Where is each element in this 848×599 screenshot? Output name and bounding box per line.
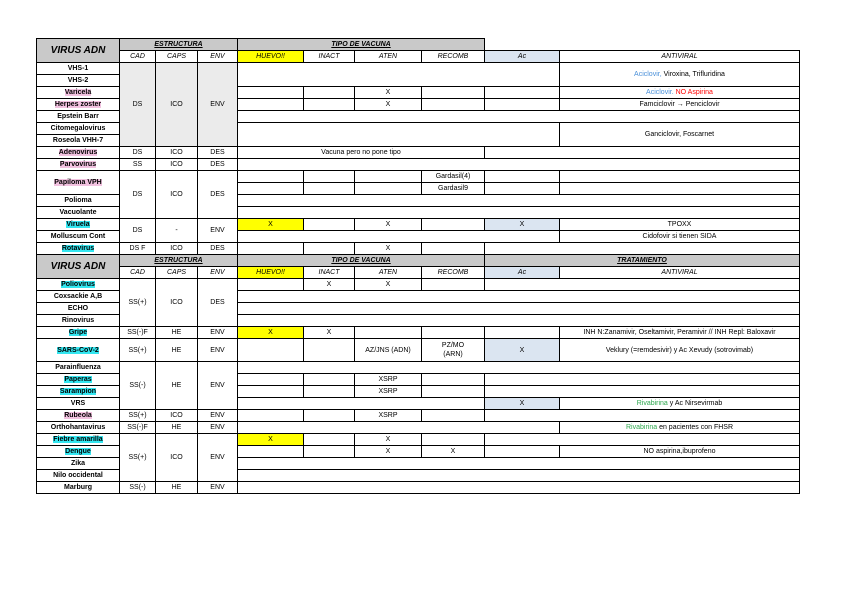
virus-table: [36, 38, 800, 494]
caps-cell: ICO: [156, 171, 198, 219]
virus-name: Orthohantavirus: [37, 422, 120, 434]
cad-cell: SS(-): [120, 482, 156, 494]
empty-cell: [485, 410, 800, 422]
aten-cell: X: [355, 219, 422, 231]
inact-cell: [304, 243, 355, 255]
huevo-cell: [238, 410, 304, 422]
tipo-vacuna-header: TIPO DE VACUNA: [238, 39, 485, 51]
inact-cell: X: [304, 279, 355, 291]
env-cell: DES: [198, 159, 238, 171]
virus-name: Vacuolante: [37, 207, 120, 219]
header-row: [37, 39, 800, 51]
col-ac: Ac: [485, 267, 560, 279]
recomb-cell: Gardasil9: [422, 183, 485, 195]
cad-cell: SS(-)F: [120, 422, 156, 434]
virus-label: Adenovirus: [58, 149, 98, 156]
inact-cell: [304, 374, 355, 386]
empty-cell: [238, 470, 800, 482]
virus-label: Gripe: [68, 329, 88, 336]
estructura-header: ESTRUCTURA: [120, 255, 238, 267]
virus-label: Rubeola: [64, 412, 92, 419]
caps-cell: ICO: [156, 434, 198, 482]
virus-label: Varicela: [64, 89, 92, 96]
huevo-cell: [238, 183, 304, 195]
antiviral-cell: [560, 398, 800, 410]
virus-name: VHS-2: [37, 75, 120, 87]
empty-cell: [485, 243, 800, 255]
aten-cell: XSRP: [355, 386, 422, 398]
table-row: [37, 362, 800, 374]
cad-cell: DS F: [120, 243, 156, 255]
env-cell: DES: [198, 171, 238, 219]
table-row: [37, 339, 800, 362]
empty-cell: [238, 207, 800, 219]
recomb-cell: Gardasil(4): [422, 171, 485, 183]
ac-cell: [485, 87, 560, 99]
recomb-cell: [422, 87, 485, 99]
vaccine-note: Vacuna pero no pone tipo: [238, 147, 485, 159]
virus-label: Fiebre amarilla: [53, 436, 103, 443]
huevo-cell: [238, 171, 304, 183]
recomb-cell: [422, 434, 485, 446]
col-recomb: RECOMB: [422, 51, 485, 63]
huevo-cell: [238, 386, 304, 398]
caps-cell: HE: [156, 362, 198, 410]
recomb-cell: PZ/MO (ARN): [422, 339, 485, 362]
caps-cell: ICO: [156, 159, 198, 171]
huevo-cell: [238, 374, 304, 386]
empty-cell: [485, 434, 800, 446]
vaccine-empty: [238, 231, 560, 243]
antiviral-cell: Cidofovir si tienen SIDA: [560, 231, 800, 243]
env-cell: DES: [198, 279, 238, 327]
antiviral-cell: TPOXX: [560, 219, 800, 231]
col-caps: CAPS: [156, 267, 198, 279]
env-cell: ENV: [198, 434, 238, 482]
virus-name: [37, 87, 120, 99]
empty-cell: [485, 386, 800, 398]
cad-cell: DS: [120, 171, 156, 219]
virus-label: Dengue: [65, 448, 91, 455]
huevo-cell: [238, 446, 304, 458]
caps-cell: HE: [156, 339, 198, 362]
virus-name: [37, 446, 120, 458]
virus-label: Papiloma VPH: [54, 179, 102, 186]
col-antiviral: ANTIVIRAL: [560, 51, 800, 63]
cad-cell: SS(+): [120, 339, 156, 362]
virus-name: Molluscum Cont: [37, 231, 120, 243]
aten-cell: [355, 183, 422, 195]
virus-label: Viruela: [66, 221, 90, 228]
aten-cell: X: [355, 243, 422, 255]
tratamiento-header: TRATAMIENTO: [485, 255, 800, 267]
virus-name: VHS-1: [37, 63, 120, 75]
virus-name: [37, 171, 120, 195]
env-cell: ENV: [198, 422, 238, 434]
virus-name: [37, 219, 120, 231]
inact-cell: [304, 339, 355, 362]
ac-cell: [485, 99, 560, 111]
caps-cell: ICO: [156, 410, 198, 422]
col-inact: INACT: [304, 51, 355, 63]
env-cell: ENV: [198, 410, 238, 422]
col-aten: ATEN: [355, 267, 422, 279]
cad-cell: SS(+): [120, 410, 156, 422]
aten-cell: XSRP: [355, 410, 422, 422]
virus-name: ECHO: [37, 303, 120, 315]
inact-cell: [304, 219, 355, 231]
recomb-cell: [422, 243, 485, 255]
inact-cell: [304, 446, 355, 458]
virus-name: Coxsackie A,B: [37, 291, 120, 303]
huevo-cell: X: [238, 434, 304, 446]
empty-cell: [238, 159, 800, 171]
recomb-cell: [422, 99, 485, 111]
inact-cell: [304, 410, 355, 422]
antiviral-cell: NO aspirina,ibuprofeno: [560, 446, 800, 458]
virus-name: Epstein Barr: [37, 111, 120, 123]
antiviral-warning: NO Aspirina: [673, 89, 713, 96]
empty-cell: [238, 111, 800, 123]
estructura-header: ESTRUCTURA: [120, 39, 238, 51]
ac-cell: X: [485, 219, 560, 231]
virus-label: Rotavirus: [61, 245, 95, 252]
inact-cell: X: [304, 327, 355, 339]
env-cell: ENV: [198, 219, 238, 243]
table-row: [37, 279, 800, 291]
section-title: VIRUS ADN: [37, 255, 120, 279]
recomb-cell: [422, 386, 485, 398]
virus-label: SARS-CoV-2: [57, 346, 99, 354]
ac-cell: X: [485, 339, 560, 362]
vaccine-empty: [238, 123, 560, 147]
virus-name: Marburg: [37, 482, 120, 494]
aten-cell: X: [355, 434, 422, 446]
empty-cell: [485, 147, 800, 159]
table-row: [37, 410, 800, 422]
empty-cell: [238, 291, 800, 303]
antiviral-text: y Ac Nirsevirmab: [667, 400, 723, 407]
cad-cell: SS: [120, 159, 156, 171]
recomb-cell: [422, 219, 485, 231]
virus-label: Herpes zoster: [54, 101, 102, 108]
antiviral-text: en pacientes con FHSR: [657, 424, 733, 431]
recomb-cell: [422, 279, 485, 291]
cad-cell: DS: [120, 147, 156, 159]
antiviral-cell: [560, 171, 800, 183]
col-antiviral: ANTIVIRAL: [560, 267, 800, 279]
subheader-row: [37, 51, 800, 63]
env-cell: ENV: [198, 362, 238, 410]
antiviral-cell: Ganciclovir, Foscarnet: [560, 123, 800, 147]
empty-cell: [238, 315, 800, 327]
aten-cell: X: [355, 99, 422, 111]
antiviral-highlight: Aciclovir,: [634, 71, 662, 78]
env-cell: DES: [198, 147, 238, 159]
virus-label: Parvovirus: [59, 161, 97, 168]
aten-cell: X: [355, 87, 422, 99]
recomb-cell: [422, 374, 485, 386]
tipo-vacuna-header: TIPO DE VACUNA: [238, 255, 485, 267]
env-cell: DES: [198, 243, 238, 255]
antiviral-text: Viroxina, Trifluridina: [661, 71, 725, 78]
inact-cell: [304, 171, 355, 183]
inact-cell: [304, 386, 355, 398]
col-recomb: RECOMB: [422, 267, 485, 279]
inact-cell: [304, 183, 355, 195]
aten-cell: X: [355, 279, 422, 291]
virus-name: [37, 339, 120, 362]
caps-cell: HE: [156, 422, 198, 434]
recomb-cell: X: [422, 446, 485, 458]
virus-label: Sarampion: [59, 388, 97, 395]
empty-cell: [238, 195, 800, 207]
cad-cell: SS(-): [120, 362, 156, 410]
cad-cell: SS(+): [120, 279, 156, 327]
virus-name: [37, 386, 120, 398]
aten-cell: XSRP: [355, 374, 422, 386]
col-aten: ATEN: [355, 51, 422, 63]
recomb-cell: [422, 410, 485, 422]
virus-name: [37, 99, 120, 111]
vaccine-empty: [238, 398, 485, 410]
virus-name: [37, 159, 120, 171]
antiviral-cell: [560, 183, 800, 195]
recomb-cell: [422, 327, 485, 339]
empty-cell: [238, 458, 800, 470]
huevo-cell: [238, 87, 304, 99]
table-row: [37, 171, 800, 183]
caps-cell: ICO: [156, 243, 198, 255]
table-row: [37, 422, 800, 434]
cad-cell: DS: [120, 63, 156, 147]
empty-cell: [238, 482, 800, 494]
subheader-row: [37, 267, 800, 279]
virus-name: Polioma: [37, 195, 120, 207]
col-cad: CAD: [120, 51, 156, 63]
antiviral-cell: Veklury (=remdesivir) y Ac Xevudy (sotrovimab): [560, 339, 800, 362]
antiviral-cell: [560, 63, 800, 87]
antiviral-highlight: Rivabirina: [626, 424, 658, 431]
empty-cell: [238, 303, 800, 315]
empty-cell: [485, 374, 800, 386]
huevo-cell: X: [238, 327, 304, 339]
table-row: [37, 147, 800, 159]
empty-cell: [238, 362, 800, 374]
aten-cell: [355, 171, 422, 183]
col-inact: INACT: [304, 267, 355, 279]
section-title: VIRUS ADN: [37, 39, 120, 63]
virus-name: Roseola VHH-7: [37, 135, 120, 147]
cad-cell: SS(+): [120, 434, 156, 482]
table-row: [37, 327, 800, 339]
env-cell: ENV: [198, 63, 238, 147]
header-row: [37, 255, 800, 267]
table-row: [37, 219, 800, 231]
ac-cell: [485, 446, 560, 458]
antiviral-cell: Famciclovir → Penciclovir: [560, 99, 800, 111]
caps-cell: ICO: [156, 63, 198, 147]
huevo-cell: [238, 243, 304, 255]
cad-cell: SS(-)F: [120, 327, 156, 339]
caps-cell: ICO: [156, 279, 198, 327]
ac-cell: [485, 183, 560, 195]
caps-cell: HE: [156, 327, 198, 339]
virus-name: [37, 434, 120, 446]
inact-cell: [304, 99, 355, 111]
virus-name: Zika: [37, 458, 120, 470]
caps-cell: ICO: [156, 147, 198, 159]
antiviral-cell: [560, 422, 800, 434]
col-cad: CAD: [120, 267, 156, 279]
virus-label: Paperas: [64, 376, 92, 383]
inact-cell: [304, 87, 355, 99]
empty-cell: [485, 39, 800, 51]
env-cell: ENV: [198, 327, 238, 339]
antiviral-highlight: Aciclovir.: [646, 89, 674, 96]
virus-name: [37, 279, 120, 291]
col-huevo: HUEVO!!: [238, 267, 304, 279]
col-env: ENV: [198, 267, 238, 279]
antiviral-cell: [560, 87, 800, 99]
caps-cell: -: [156, 219, 198, 243]
ac-cell: [485, 171, 560, 183]
aten-cell: X: [355, 446, 422, 458]
virus-name: [37, 374, 120, 386]
aten-cell: AZ/JNS (ADN): [355, 339, 422, 362]
virus-name: Parainfluenza: [37, 362, 120, 374]
table-row: [37, 63, 800, 75]
virus-name: [37, 243, 120, 255]
col-caps: CAPS: [156, 51, 198, 63]
virus-name: [37, 147, 120, 159]
aten-cell: [355, 327, 422, 339]
huevo-cell: [238, 99, 304, 111]
virus-name: Rinovirus: [37, 315, 120, 327]
col-huevo: HUEVO!!: [238, 51, 304, 63]
virus-name: [37, 410, 120, 422]
huevo-cell: [238, 339, 304, 362]
antiviral-highlight: Rivabirina: [636, 400, 668, 407]
inact-cell: [304, 434, 355, 446]
huevo-cell: [238, 279, 304, 291]
vaccine-empty: [238, 63, 560, 87]
huevo-cell: X: [238, 219, 304, 231]
col-env: ENV: [198, 51, 238, 63]
env-cell: ENV: [198, 339, 238, 362]
virus-name: [37, 327, 120, 339]
antiviral-cell: INH N:Zanamivir, Oseltamivir, Peramivir // INH Repl: Baloxavir: [560, 327, 800, 339]
virus-name: Nilo occidental: [37, 470, 120, 482]
table-row: [37, 434, 800, 446]
table-row: [37, 243, 800, 255]
virus-name: VRS: [37, 398, 120, 410]
table-row: [37, 159, 800, 171]
env-cell: ENV: [198, 482, 238, 494]
caps-cell: HE: [156, 482, 198, 494]
ac-cell: X: [485, 398, 560, 410]
cad-cell: DS: [120, 219, 156, 243]
virus-label: Poliovirus: [61, 281, 95, 288]
col-ac: Ac: [485, 51, 560, 63]
empty-cell: [485, 279, 800, 291]
ac-cell: [485, 327, 560, 339]
vaccine-empty: [238, 422, 560, 434]
virus-name: Citomegalovirus: [37, 123, 120, 135]
table-row: [37, 482, 800, 494]
